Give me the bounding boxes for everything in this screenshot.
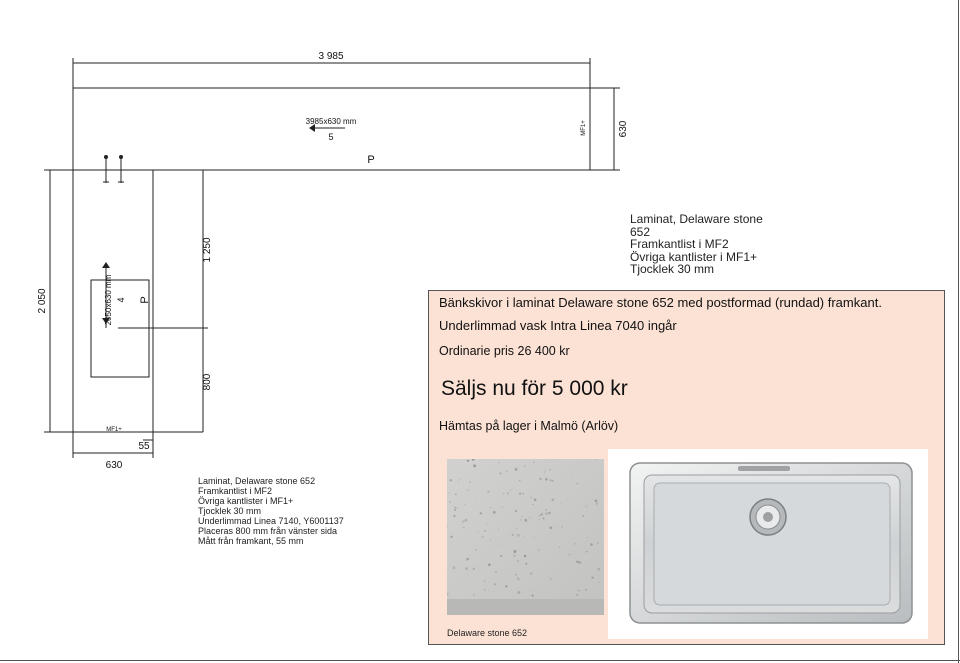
top-piece-edge: P — [367, 154, 375, 166]
image-frame-right — [958, 0, 959, 663]
stone-speckle — [515, 574, 517, 576]
stone-speckle — [455, 494, 457, 496]
stone-speckle — [522, 493, 524, 495]
stone-speckle — [509, 498, 510, 499]
stone-speckle — [524, 536, 525, 537]
stone-speckle — [550, 526, 553, 529]
stone-speckle — [454, 509, 456, 511]
stone-speckle — [545, 478, 548, 481]
stone-speckle — [582, 515, 584, 517]
note-line: Laminat, Delaware stone — [630, 212, 763, 226]
stone-sample-image — [447, 459, 604, 615]
stone-speckle — [586, 551, 588, 553]
stone-speckle — [493, 596, 494, 597]
stone-speckle — [498, 529, 499, 530]
stone-speckle — [499, 472, 501, 474]
sample-caption: Delaware stone 652 — [447, 628, 528, 638]
stone-speckle — [482, 536, 484, 538]
stone-speckle — [493, 511, 496, 514]
stone-speckle — [538, 549, 540, 551]
stone-speckle — [464, 504, 465, 505]
stone-speckle — [501, 546, 502, 547]
stone-speckle — [487, 491, 489, 493]
note-line: Tjocklek 30 mm — [630, 262, 715, 276]
stone-speckle — [475, 549, 476, 550]
note-line: Övriga kantlister i MF1+ — [630, 249, 758, 264]
stone-speckle — [534, 499, 537, 502]
stone-speckle — [498, 462, 499, 463]
stone-speckle — [512, 534, 514, 536]
stone-speckle — [515, 510, 517, 512]
stone-speckle — [515, 468, 518, 471]
stone-speckle — [519, 480, 521, 482]
stone-speckle — [597, 530, 598, 531]
stone-speckle — [473, 594, 475, 596]
stone-speckle — [467, 460, 469, 462]
stone-speckle — [513, 550, 516, 553]
left-piece-number: 4 — [116, 297, 126, 303]
stone-speckle — [524, 555, 527, 558]
stone-speckle — [494, 583, 496, 585]
top-counter-outline — [73, 88, 590, 170]
stone-speckle — [532, 504, 533, 505]
stone-speckle — [539, 519, 540, 520]
stone-speckle — [502, 507, 503, 508]
stone-speckle — [574, 543, 576, 545]
stone-speckle — [505, 585, 507, 587]
note-line: Mått från framkant, 55 mm — [198, 536, 304, 546]
ad-description: Bänkskivor i laminat Delaware stone 652 med postformad (rundad) framkant. — [439, 295, 882, 310]
stone-speckle — [552, 499, 555, 502]
left-width-dim: 630 — [105, 460, 123, 471]
stone-speckle — [486, 524, 487, 525]
stone-speckle — [488, 564, 491, 567]
stone-speckle — [519, 492, 522, 495]
stone-speckle — [507, 493, 508, 494]
image-frame-bottom — [0, 660, 960, 661]
stone-speckle — [490, 539, 491, 540]
note-line: Tjocklek 30 mm — [198, 506, 262, 516]
note-line: Framkantlist i MF2 — [198, 486, 273, 496]
stone-speckle — [543, 518, 545, 520]
stone-speckle — [578, 590, 580, 592]
stone-speckle — [586, 506, 587, 507]
left-edge-mark: MF1+ — [106, 427, 122, 433]
stone-speckle — [577, 561, 579, 563]
stone-speckle — [576, 594, 578, 596]
stone-speckle — [534, 537, 535, 538]
left-piece-edge: P — [139, 296, 151, 304]
stone-speckle — [453, 515, 455, 517]
stone-speckle — [524, 466, 525, 467]
stone-speckle — [470, 481, 471, 482]
stone-speckle — [561, 526, 562, 527]
stone-speckle — [449, 501, 451, 503]
stone-speckle — [518, 591, 521, 594]
stone-speckle — [476, 501, 477, 502]
note-line: Laminat, Delaware stone 652 — [198, 476, 316, 486]
stone-speckle — [458, 481, 459, 482]
stone-speckle — [473, 464, 474, 465]
stone-speckle — [587, 537, 588, 538]
stone-speckle — [473, 568, 475, 570]
stone-speckle — [517, 560, 519, 562]
stone-speckle — [517, 577, 519, 579]
stone-speckle — [597, 542, 599, 544]
material-notes — [630, 213, 763, 276]
stone-speckle — [598, 582, 599, 583]
stone-speckle — [539, 478, 541, 480]
note-line: 652 — [630, 224, 651, 239]
stone-speckle — [465, 519, 468, 522]
stone-speckle — [596, 503, 598, 505]
sink-image — [608, 449, 928, 639]
stone-speckle — [595, 500, 598, 503]
stone-speckle — [590, 543, 593, 546]
top-depth-dim: 630 — [618, 120, 629, 138]
note-line: Placeras 800 mm från vänster sida — [198, 526, 338, 536]
stone-speckle — [516, 534, 517, 535]
stone-speckle — [544, 472, 545, 473]
note-line: Framkantlist i MF2 — [630, 237, 729, 251]
stone-speckle — [591, 577, 593, 579]
top-piece-label: 3985x630 mm — [305, 117, 357, 126]
stone-speckle — [548, 512, 550, 514]
stone-speckle — [468, 489, 470, 491]
stone-speckle — [549, 469, 551, 471]
stone-speckle — [524, 519, 527, 522]
stone-speckle — [520, 519, 522, 521]
lower-segment-dim: 800 — [202, 373, 213, 391]
stone-speckle — [510, 489, 512, 491]
stone-speckle — [542, 512, 543, 513]
stone-speckle — [544, 470, 546, 472]
stone-speckle — [552, 480, 554, 482]
stone-speckle — [454, 507, 456, 509]
stone-speckle — [532, 595, 534, 597]
stone-speckle — [585, 589, 587, 591]
offset-dim: 55 — [138, 441, 150, 452]
stone-speckle — [525, 563, 527, 565]
stone-speckle — [571, 477, 572, 478]
stone-speckle — [462, 520, 464, 522]
stone-speckle — [539, 515, 540, 516]
stone-speckle — [484, 589, 485, 590]
stone-speckle — [577, 483, 579, 485]
stone-speckle — [480, 512, 482, 514]
stone-speckle — [531, 497, 533, 499]
stone-speckle — [465, 567, 468, 570]
stone-speckle — [456, 507, 457, 508]
stone-speckle — [557, 461, 558, 462]
stone-speckle — [490, 507, 492, 509]
stone-speckle — [549, 460, 550, 461]
note-line: Övriga kantlister i MF1+ — [198, 496, 294, 506]
stone-speckle — [484, 580, 486, 582]
stone-speckle — [503, 493, 504, 494]
stone-speckle — [529, 517, 530, 518]
ad-original-price: Ordinarie pris 26 400 kr — [439, 344, 570, 358]
ad-sink-info: Underlimmad vask Intra Linea 7040 ingår — [439, 318, 677, 333]
stone-speckle — [579, 562, 581, 564]
stone-speckle — [459, 580, 460, 581]
stone-speckle — [452, 566, 455, 569]
top-piece-number: 5 — [328, 132, 334, 142]
stone-speckle — [513, 555, 515, 557]
stone-speckle — [573, 515, 574, 516]
top-width-dim: 3 985 — [318, 51, 344, 62]
upper-segment-dim: 1 250 — [202, 237, 213, 263]
note-line: Underlimmad Linea 7140, Y6001137 — [198, 516, 344, 526]
left-height-dim: 2 050 — [37, 288, 48, 314]
stone-speckle — [522, 516, 523, 517]
stone-speckle — [550, 578, 551, 579]
stone-speckle — [484, 530, 486, 532]
stone-speckle — [463, 527, 465, 529]
stone-speckle — [500, 555, 502, 557]
stone-speckle — [529, 589, 530, 590]
stone-speckle — [478, 531, 479, 532]
stone-speckle — [449, 492, 450, 493]
ad-pickup-location: Hämtas på lager i Malmö (Arlöv) — [439, 419, 619, 433]
stone-speckle — [569, 554, 570, 555]
stone-speckle — [516, 528, 517, 529]
stone-speckle — [450, 536, 452, 538]
stone-speckle — [545, 509, 546, 510]
left-piece-label: 2050x630 mm — [104, 274, 113, 326]
stone-speckle — [473, 465, 476, 468]
stone-speckle — [560, 503, 561, 504]
stone-speckle — [597, 568, 600, 571]
stone-speckle — [559, 547, 560, 548]
stone-speckle — [545, 512, 548, 515]
top-edge-mark: MF1+ — [581, 120, 587, 136]
stone-speckle — [533, 462, 535, 464]
stone-speckle — [541, 513, 543, 515]
stone-speckle — [530, 572, 533, 575]
ad-sale-price: Säljs nu för 5 000 kr — [441, 377, 628, 400]
installation-notes — [198, 476, 344, 546]
stone-speckle — [459, 478, 460, 479]
stone-speckle — [517, 534, 520, 537]
stone-speckle — [489, 591, 490, 592]
stone-speckle — [467, 558, 469, 560]
stone-speckle — [495, 571, 497, 573]
stone-speckle — [549, 479, 551, 481]
stone-speckle — [450, 479, 452, 481]
stone-speckle — [506, 471, 508, 473]
